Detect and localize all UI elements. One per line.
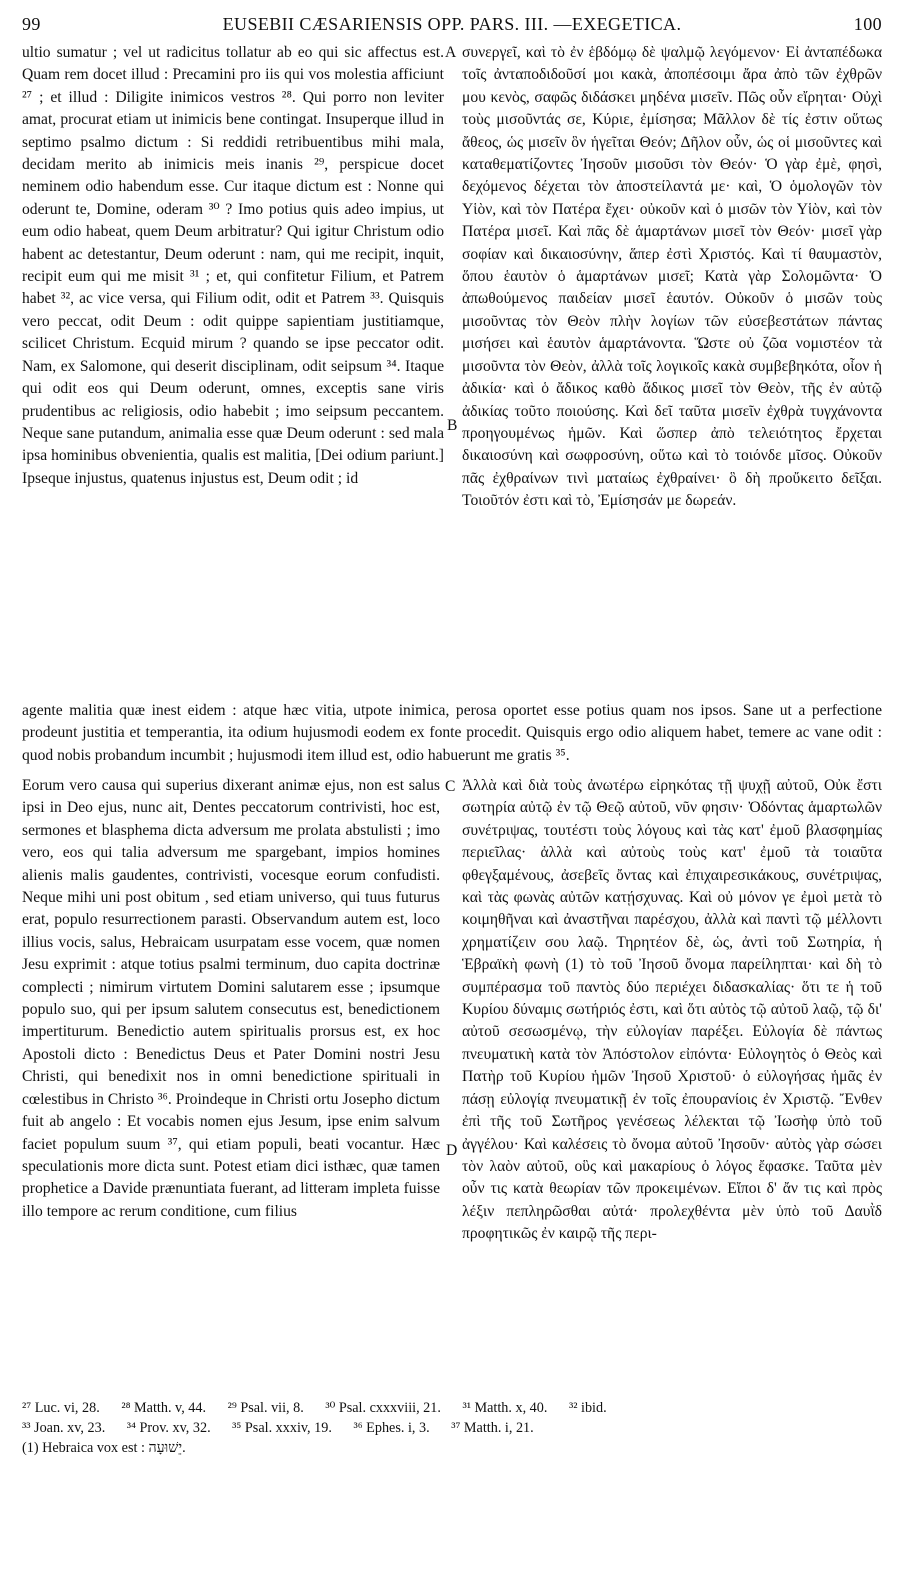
footnote-37: ³⁷ Matth. i, 21. [451,1420,534,1436]
footnotes [22,1398,882,1458]
footnote-33: ³³ Joan. xv, 23. [22,1420,106,1436]
latin-full-text: agente malitia quæ inest eidem : atque hæc vitia, utpote inimica, perosa oportet esse potius quam nos ipsos. Sane ut a perfectione prodeunt justitia et temperantia, ita odium hujusmodi eodem ex fonte procedit. Quisquis ergo odio aliquem habet, temere ac vane odit : quod nobis probandum incumbit ; hujusmodi item illud est, odio habuerunt me gratis ³⁵. [22,701,882,764]
latin-text-upper: ultio sumatur ; vel ut radicitus tollatur ab eo qui sic affectus est. Quam rem docet illud : Precamini pro iis qui vos molestia afficiunt ²⁷ ; et illud : Diligite inimicos vestros ²⁸. Qui porro non leviter amat, procurat etiam ut inimicis bene contingat. Insuperque illud in septimo psalmo dictum : Si reddidi retribuentibus mihi mala, decidam merito ab inimicis meis inanis ²⁹, perspicue docet neminem odio habendum esse. Cur itaque dictum est : Nonne qui oderunt te, Domine, oderam ³⁰ ? Imo potius quis adeo impius, ut eum odio habeat, quem Deum arbitratur? Qui igitur Christum odio habent ac detestantur, Deum oderunt : nam, qui me recipit, inquit, recipit eum qui me misit ³¹ ; et, qui confitetur Filium, et Patrem habet ³², ac vice versa, qui Filium odit, odit et Patrem ³³. Quisquis vero peccat, odit Deum : odit quippe sapientiam justitiamque, scilicet Christum. Ecquid mirum ? quando se ipse peccator odit. Nam, ex Salomone, qui deserit disciplinam, odit seipsum ³⁴. Itaque qui odit eos qui Deum oderunt, omnes, exceptis sane viris prudentibus ac religiosis, odio habebit ; imo seipsum peccantem. Neque sane putandum, animalia esse quæ Deum oderunt : sed mala ipsa hominibus obvenientia, qualis est malitia, [Dei odium pariunt.] Ipseque injustus, quatenus injustus est, Deum odit ; id [22,44,444,487]
footnote-32: ³² ibid. [568,1400,607,1416]
footnote-hebrew: (1) Hebraica vox est : יֵשׁוּעָה. [22,1440,186,1456]
footnote-line-1 [22,1398,882,1418]
latin-text-lower: Eorum vero causa qui superius dixerant animæ ejus, non est salus ipsi in Deo ejus, nunc ait, Dentes peccatorum contrivisti, hoc est, sermones et blasphema dicta adversum me prolata abstulisti ; imo vero, eos qui talia adversum me spargebant, impios homines alienis malis gaudentes, contrivisti, vocesque eorum confudisti. Neque mihi uni post obitum , sed etiam universo, qui tuus futurus erat, populo resurrectionem parasti. Observandum autem est, loco illius vocis, salus, Hebraicam usurpatam esse vocem, quæ nomen Jesu exprimit : atque totius psalmi terminum, duo capita doctrinæ complecti ; nimirum virtutem Domini salutarem esse ; ipsumque populo suo, qui per ipsum salutem consecutus est, benedictionem impertiturum. Benedictio autem spiritualis prorsus est, ex hoc Apostoli dicto : Benedictus Deus et Pater Domini nostri Jesu Christi, qui benedixit nos in omni benedictione spirituali in cœlestibus in Christo ³⁶. Proindeque in Christi ortu Josepho dictum fuit ab angelo : Et vocabis nomen ejus Jesum, ipse enim salvum faciet populum suum ³⁷, qui etiam populi, beati vocantur. Hæc speculationis more dicta sunt. Potest etiam dici isthæc, quæ tamen prophetice a Davide prænuntiata fuerant, ad litteram impleta fuisse illo tempore ac rerum conditione, cum filius [22,777,440,1220]
section-marker-d: D [446,1142,458,1159]
section-marker-b: B [447,417,458,434]
footnote-29: ²⁹ Psal. vii, 8. [227,1400,304,1416]
section-marker-a: A [445,44,457,61]
latin-full-width-paragraph [22,684,882,783]
footnote-35: ³⁵ Psal. xxxiv, 19. [232,1420,332,1436]
greek-text-upper: συνεργεῖ, καὶ τὸ ἐν ἑβδόμῳ δὲ ψαλμῷ λεγόμενον· Εἰ ἀνταπέδωκα τοῖς ἀνταποδιδοῦσί μοι κακὰ, ἀποπέσοιμι ἄρα ἀπὸ τῶν ἐχθρῶν μου κενὸς, σαφῶς διδάσκει μηδένα μισεῖν. Πῶς οὖν εἴρηται· Οὐχὶ τοὺς μισοῦντάς σε, Κύριε, ἐμίσησα; Μᾶλλον δὲ τίς ἐστιν οὕτως ἄθεος, ὡς μισεῖν ὃν ἡγεῖται Θεόν; Δῆλον οὖν, ὡς οἱ μισοῦντες καὶ καταθεματίζοντες Ἰησοῦν μισοῦσι τὸν Θεόν· Ὁ γὰρ ἐμὲ, φησὶ, δεχόμενος δέχεται τὸν ἀποστείλαντά με· καὶ, Ὁ ὁμολογῶν τὸν Υἱὸν, καὶ τὸν Πατέρα ἔχει· οὐκοῦν καὶ ὁ μισῶν τὸν Υἱὸν, καὶ τὸν Πατέρα μισεῖ. Καὶ πᾶς δὲ ἁμαρτάνων μισεῖ τὸν Θεόν· μισεῖ γὰρ σοφίαν καὶ δικαιοσύνην, ἅπερ ἐστὶ Χριστός. Καὶ τί θαυμαστὸν, ὅπου ἑαυτὸν ὁ ἁμαρτάνων μισεῖ; Κατὰ γὰρ Σολομῶντα· Ὁ ἀπωθούμενος παιδείαν μισεῖ ἑαυτόν. Οὐκοῦν ὁ μισῶν τοὺς μισοῦντας τὸν Θεὸν πλὴν λογίων τῶν εὐσεβεστάτων πάντας μισήσει καὶ ἑαυτὸν ἁμαρτάνοντα. Ὥστε οὐ ζῶα νομιστέον τὰ μισοῦντα τὸν Θεὸν, ἀλλὰ τοῖς λογικοῖς κακὰ συμβεβηκότα, οἷον ἡ ἀδικία· καὶ ὁ ἄδικος καθὸ ἄδικος μισεῖ τὸν Θεὸν, τῆς ἐν αὐτῷ ἀδικίας τοῦτο ποιούσης. Καὶ δεῖ ταῦτα μισεῖν ἐχθρὰ τυγχάνοντα προηγουμένως ἡμῶν. Καὶ ὥσπερ ἀπὸ τελειότητος ἔρχεται δικαιοσύνη καὶ σωφροσύνη, οὕτω καὶ τὸ τοιόνδε μῖσος. Οὐκοῦν πᾶς ἐχθραίνων τινὶ ματαίως ἐχθραίνει· ὃ δὴ προὔκειτο δεῖξαι. Τοιοῦτόν ἐστι καὶ τὸ, Ἐμίσησάν με δωρεάν. [462,44,882,510]
greek-column-lower [462,775,882,1246]
latin-column-lower [22,775,440,1223]
greek-column-upper [462,42,882,513]
running-header [22,14,882,40]
footnote-line-3 [22,1438,882,1458]
footnote-36: ³⁶ Ephes. i, 3. [353,1420,430,1436]
footnote-27: ²⁷ Luc. vi, 28. [22,1400,100,1416]
page-number-right: 100 [853,14,882,34]
footnote-34: ³⁴ Prov. xv, 32. [126,1420,211,1436]
footnote-30: ³⁰ Psal. cxxxviii, 21. [325,1400,441,1416]
page-number-left: 99 [22,14,41,34]
greek-text-lower: Ἀλλὰ καὶ διὰ τοὺς ἀνωτέρω εἰρηκότας τῇ ψυχῇ αὐτοῦ, Οὐκ ἔστι σωτηρία αὐτῷ ἐν τῷ Θεῷ αὐτοῦ, νῦν φησιν· Ὀδόντας ἁμαρτωλῶν συνέτριψας, τουτέστι τοὺς λόγους καὶ τὰς κατ' ἐμοῦ βλασφημίας περιεῖλας· ἀλλὰ καὶ αὐτοὺς τοὺς κατ' ἐμοῦ τὰ τοιαῦτα φθεγξαμένους, ἀσεβεῖς ὄντας καὶ ἐπιχαιρεσικάκους, συνέτριψας, καὶ τὰς φωνὰς αὐτῶν κατῄσχυνας. Καὶ οὐ μόνον γε ἐμοὶ μετὰ τὸ κοιμηθῆναι καὶ ἀναστῆναι παρέσχου, ἀλλὰ καὶ παντὶ τῷ μέλλοντι χρηματίζειν σου λαῷ. Τηρητέον δὲ, ὡς, ἀντὶ τοῦ Σωτηρία, ἡ Ἑβραϊκὴ φωνὴ (1) τὸ τοῦ Ἰησοῦ ὄνομα παρείληπται· καὶ δὴ τὸ συμπέρασμα τοῦ παντὸς δύο περιέχει διδασκαλίας· ὅτι τε ἡ τοῦ Κυρίου δύναμις σωτήριός ἐστι, καὶ ὅτι αὐτὸς τῷ αὐτοῦ λαῷ, τῷ δι' αὐτοῦ σεσωσμένῳ, τὴν εὐλογίαν παρέξει. Εὐλογία δὲ πάντως πνευματικὴ κατὰ τὸν Ἀπόστολον εἰπόντα· Εὐλογητὸς ὁ Θεὸς καὶ Πατὴρ τοῦ Κυρίου ἡμῶν Ἰησοῦ Χριστοῦ· ὁ εὐλογήσας ἡμᾶς ἐν πάσῃ εὐλογίᾳ πνευματικῇ ἐν τοῖς ἐπουρανίοις ἐν Χριστῷ. Ἔνθεν ἐπὶ τῆς τοῦ Σωτῆρος γενέσεως λέλεκται τῷ Ἰωσὴφ ὑπὸ τοῦ ἀγγέλου· Καὶ καλέσεις τὸ ὄνομα αὐτοῦ Ἰησοῦν· αὐτὸς γὰρ σώσει τὸν λαὸν αὐτοῦ, οὓς καὶ μακαρίους ὁ λόγος ἔφασκε. Ταῦτα μὲν οὖν τις κατὰ θεωρίαν τῶν προκειμένων. Εἴποι δ' ἄν τις καὶ πρὸς λέξιν πεπληρῶσθαι αὐτά· προλεχθέντα μὲν ὑπὸ τοῦ Δαυῒδ προφητικῶς ἐν καιρῷ τῆς περι- [462,777,882,1243]
footnote-28: ²⁸ Matth. v, 44. [121,1400,207,1416]
running-title: EUSEBII CÆSARIENSIS OPP. PARS. III. —EXEGETICA. [222,14,682,34]
section-marker-c: C [445,778,456,795]
footnote-line-2 [22,1418,882,1438]
footnote-31: ³¹ Matth. x, 40. [462,1400,548,1416]
latin-column-upper [22,42,444,490]
